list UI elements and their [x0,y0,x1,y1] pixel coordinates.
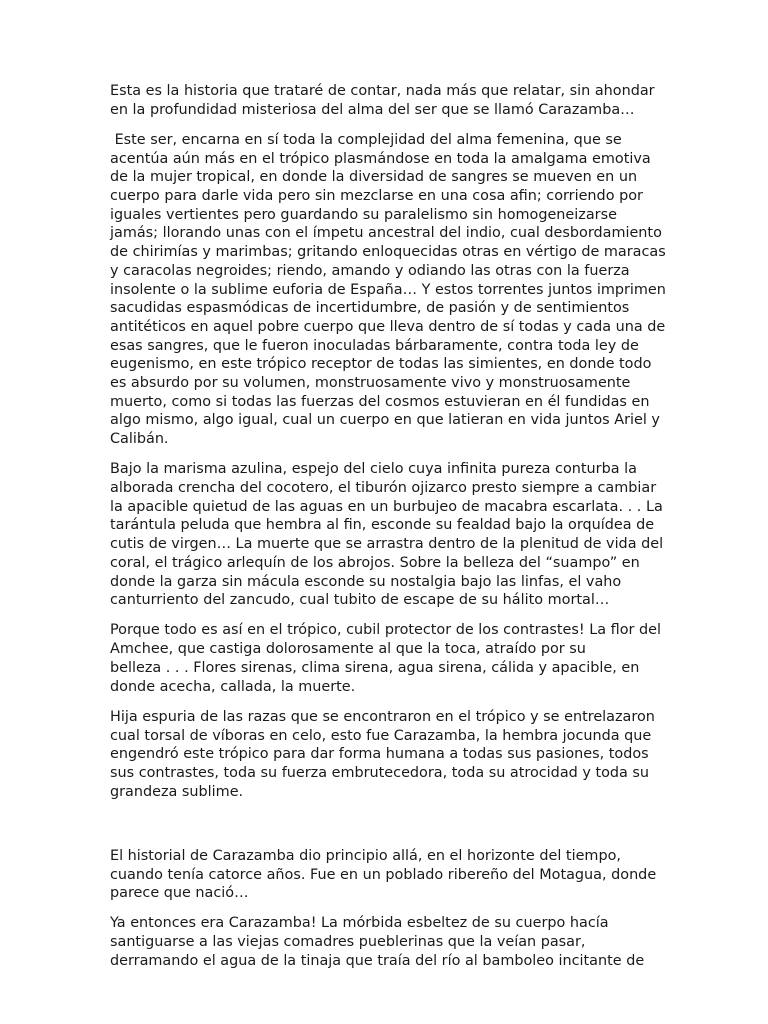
section-break [110,813,670,847]
paragraph [110,847,670,903]
text-line: algo mismo, algo igual, cual un cuerpo en que latieran en vida juntos Ariel y [110,412,660,429]
text-line: Esta es la historia que trataré de contar, nada más que relatar, sin ahondar [110,83,655,99]
text-line: Este ser, encarna en sí toda la complejidad del alma femenina, que se [110,131,622,148]
text-line: cual torsal de víboras en celo, esto fue Carazamba, la hembra jocunda que [110,727,652,744]
text-line: derramando el agua de la tinaja que traía del río al bamboleo incitante de [110,952,645,969]
text-line: es absurdo por su volumen, monstruosamente vivo y monstruosamente [110,375,631,392]
text-line: cuando tenía catorce años. Fue en un poblado ribereño del Motagua, donde [110,866,657,883]
text-line: engendró este trópico para dar forma humana a todas sus pasiones, todos [110,746,649,763]
document-body [110,82,670,982]
text-line: Porque todo es así en el trópico, cubil protector de los contrastes! La flor del [110,622,661,639]
text-line: Bajo la marisma azulina, espejo del cielo cuya infinita pureza conturba la [110,461,637,478]
text-line: sus contrastes, toda su fuerza embrutecedora, toda su atrocidad y toda su [110,764,650,781]
paragraph [110,621,670,696]
text-line: esas sangres, que le fueron inoculadas bárbaramente, contra toda ley de [110,337,639,354]
text-line: cuerpo para darle vida pero sin mezclarse en una cosa afin; corriendo por [110,188,643,205]
text-line: coral, el trágico arlequín de los abrojos. Sobre la belleza del “suampo” en [110,554,640,571]
paragraph [110,460,670,610]
text-line: Ya entonces era Carazamba! La mórbida esbeltez de su cuerpo hacía [110,915,609,932]
text-line: Hija espuria de las razas que se encontraron en el trópico y se entrelazaron [110,708,655,725]
text-line: acentúa aún más en el trópico plasmándose en toda la amalgama emotiva [110,150,651,167]
text-line: grandeza sublime. [110,783,244,800]
paragraph [110,131,670,449]
paragraph [110,82,670,119]
text-line: la apacible quietud de las aguas en un burbujeo de macabra escarlata. . . La [110,498,663,515]
text-line: muerto, como si todas las fuerzas del cosmos estuvieran en él fundidas en [110,393,650,410]
text-line: Amchee, que castiga dolorosamente al que la toca, atraído por su [110,641,586,658]
text-line: canturriento del zancudo, cual tubito de escape de su hálito mortal… [110,592,610,609]
text-line: donde la garza sin mácula esconde su nostalgia bajo las linfas, el vaho [110,573,622,590]
text-line: sacudidas espasmódicas de incertidumbre, de pasión y de sentimientos [110,300,630,317]
text-line: donde acecha, callada, la muerte. [110,678,356,695]
text-line: Calibán. [110,431,169,448]
text-line: tarántula peluda que hembra al fin, esconde su fealdad bajo la orquídea de [110,517,655,534]
text-line: El historial de Carazamba dio principio allá, en el horizonte del tiempo, [110,847,621,864]
text-line: y caracolas negroides; riendo, amando y odiando las otras con la fuerza [110,262,630,279]
text-line: antitéticos en aquel pobre cuerpo que lleva dentro de sí todas y cada una de [110,318,666,335]
text-line: eugenismo, en este trópico receptor de todas las simientes, en donde todo [110,356,652,373]
text-line: insolente o la sublime euforia de España… Y estos torrentes juntos imprimen [110,281,666,298]
text-line: belleza . . . Flores sirenas, clima sirena, agua sirena, cálida y apacible, en [110,659,640,676]
text-line: parece que nació… [110,885,249,902]
text-line: alborada crencha del cocotero, el tiburón ojizarco presto siempre a cambiar [110,480,657,497]
text-line: de la mujer tropical, en donde la diversidad de sangres se mueven en un [110,169,638,186]
text-line: iguales vertientes pero guardando su paralelismo sin homogeneizarse [110,206,617,223]
text-line: santiguarse a las viejas comadres pueblerinas que la veían pasar, [110,934,586,951]
paragraph [110,708,670,802]
text-line: en la profundidad misteriosa del alma del ser que se llamó Carazamba… [110,101,635,118]
text-line: jamás; llorando unas con el ímpetu ancestral del indio, cual desbordamiento [110,225,662,242]
paragraph [110,914,670,970]
text-line: cutis de virgen… La muerte que se arrastra dentro de la plenitud de vida del [110,536,664,553]
text-line: de chirimías y marimbas; gritando enloquecidas otras en vértigo de maracas [110,244,666,261]
